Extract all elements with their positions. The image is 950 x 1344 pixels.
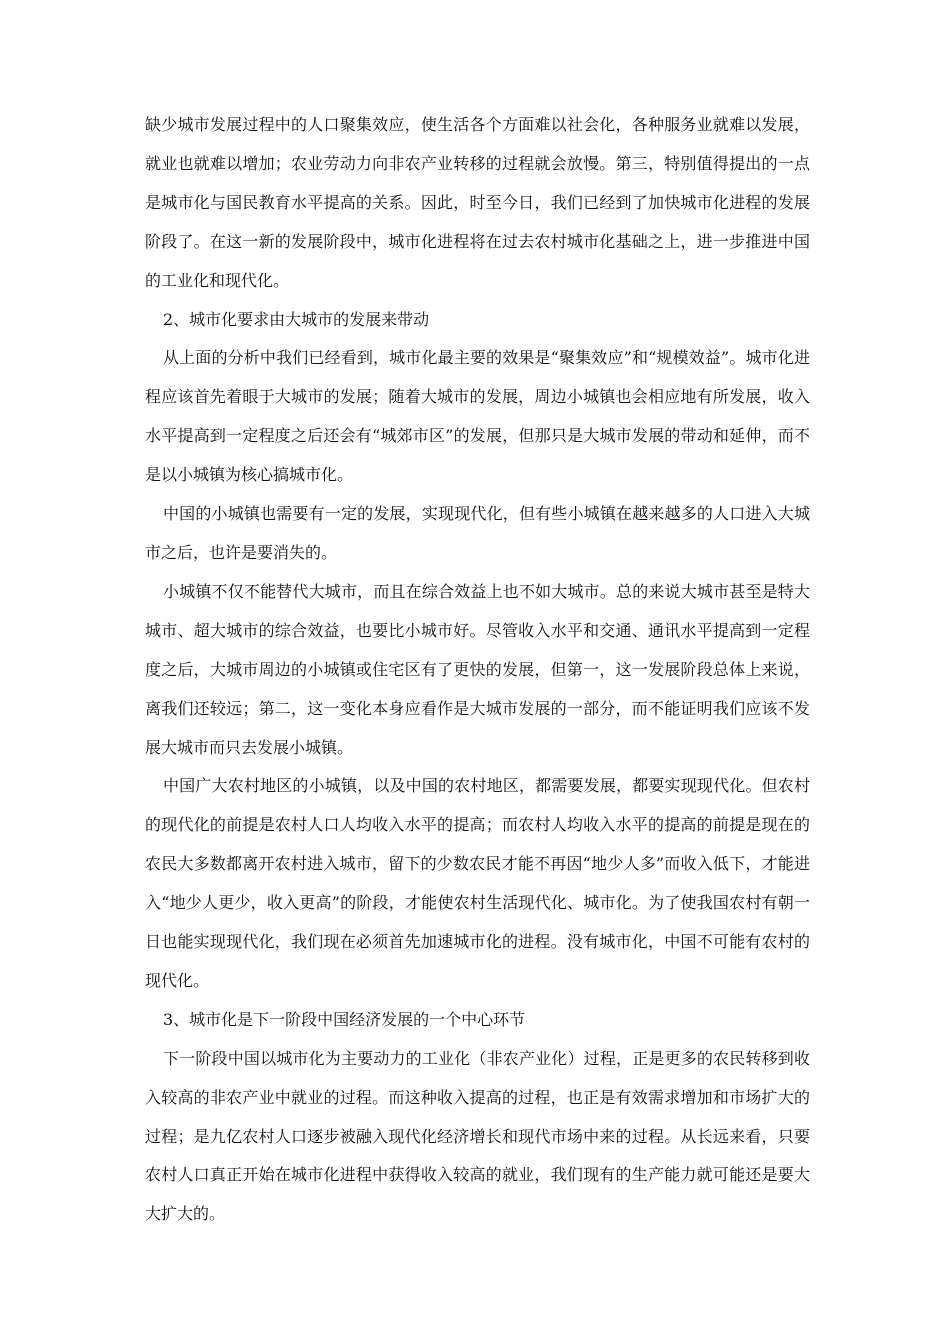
paragraph: 小城镇不仅不能替代大城市，而且在综合效益上也不如大城市。总的来说大城市甚至是特大城市、超大城市的综合效益，也要比小城市好。尽管收入水平和交通、通讯水平提高到一定程度之后，大城市周边的小城镇或住宅区有了更快的发展，但第一，这一发展阶段总体上来说，离我们还较远；第二，这一变化本身应看作是大城市发展的一部分，而不能证明我们应该不发展大城市而只去发展小城镇。 (145, 581, 810, 757)
paragraph: 中国广大农村地区的小城镇，以及中国的农村地区，都需要发展，都要实现现代化。但农村的现代化的前提是农村人口人均收入水平的提高；而农村人均收入水平的提高的前提是现在的农民大多数都离开农村进入城市，留下的少数农民才能不再因“地少人多”而收入低下，才能进入“地少人更少，收入更高”的阶段，才能使农村生活现代化、城市化。为了使我国农村有朝一日也能实现现代化，我们现在必须首先加速城市化的进程。没有城市化，中国不可能有农村的现代化。 (145, 776, 810, 990)
paragraph-continuation: 缺少城市发展过程中的人口聚集效应，使生活各个方面难以社会化，各种服务业就难以发展，就业也就难以增加；农业劳动力向非农产业转移的过程就会放慢。第三，特别值得提出的一点是城市化与国民教育水平提高的关系。因此，时至今日，我们已经到了加快城市化进程的发展阶段了。在这一新的发展阶段中，城市化进程将在过去农村城市化基础之上，进一步推进中国的工业化和现代化。 (145, 115, 810, 290)
paragraph: 下一阶段中国以城市化为主要动力的工业化（非农产业化）过程，正是更多的农民转移到收入较高的非农产业中就业的过程。而这种收入提高的过程，也正是有效需求增加和市场扩大的过程；是九亿农村人口逐步被融入现代化经济增长和现代市场中来的过程。从长远来看，只要农村人口真正开始在城市化进程中获得收入较高的就业，我们现有的生产能力就可能还是要大大扩大的。 (145, 1048, 810, 1224)
section-heading-3: 3、城市化是下一阶段中国经济发展的一个中心环节 (163, 1009, 526, 1029)
paragraph: 中国的小城镇也需要有一定的发展，实现现代化，但有些小城镇在越来越多的人口进入大城市之后，也许是要消失的。 (145, 504, 810, 562)
paragraph: 从上面的分析中我们已经看到，城市化最主要的效果是“聚集效应”和“规模效益”。城市化进程应该首先着眼于大城市的发展；随着大城市的发展，周边小城镇也会相应地有所发展，收入水平提高到一定程度之后还会有“城郊市区”的发展，但那只是大城市发展的带动和延伸，而不是以小城镇为核心搞城市化。 (145, 348, 810, 485)
section-heading-2: 2、城市化要求由大城市的发展来带动 (163, 309, 430, 329)
document-body (145, 106, 810, 1234)
